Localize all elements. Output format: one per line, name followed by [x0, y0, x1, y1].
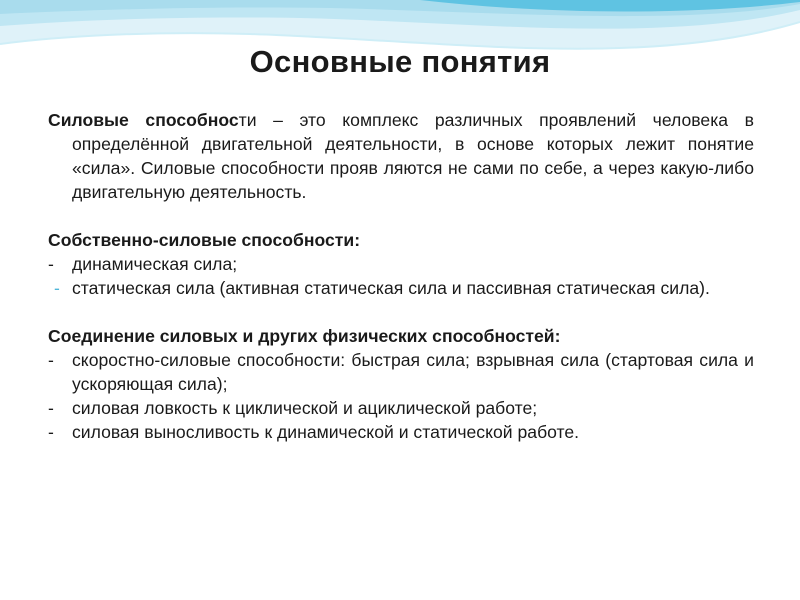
list-item: [48, 420, 754, 444]
dash-bullet: -: [48, 422, 54, 442]
spacer: [48, 300, 754, 324]
definition-paragraph: [48, 108, 754, 204]
definition-text: ти – это комплекс различных проявлений человека в определённой двигательной деятельности, в основе которых лежит понятие «сила». Силовые способности прояв ляются не сами по себе, а через какую-либо двигательную деятельность.: [72, 110, 754, 202]
list-item-text: силовая ловкость к циклической и ациклической работе;: [72, 398, 538, 418]
dash-bullet: -: [48, 398, 54, 418]
list-item: [48, 252, 754, 276]
spacer: [48, 204, 754, 228]
slide-title: Основные понятия: [249, 44, 551, 79]
list-item-text: силовая выносливость к динамической и статической работе.: [72, 422, 580, 442]
list-item-text: динамическая сила;: [72, 254, 238, 274]
dash-bullet: -: [48, 350, 54, 370]
section-heading-own-strength: Собственно-силовые способности:: [48, 230, 361, 250]
section-heading-combined: Соединение силовых и других физических способностей:: [48, 326, 561, 346]
list-item: [48, 276, 754, 300]
list-item: [48, 348, 754, 396]
dash-bullet: -: [48, 254, 54, 274]
list-item-text: скоростно-силовые способности: быстрая сила; взрывная сила (стартовая сила и ускоряющая сила);: [72, 350, 754, 394]
list-item-text: статическая сила (активная статическая сила и пассивная статическая сила).: [72, 278, 710, 298]
slide-body: [48, 108, 754, 444]
dash-bullet: -: [54, 278, 60, 298]
list-item: [48, 396, 754, 420]
definition-term: Силовые способнос: [48, 110, 239, 130]
